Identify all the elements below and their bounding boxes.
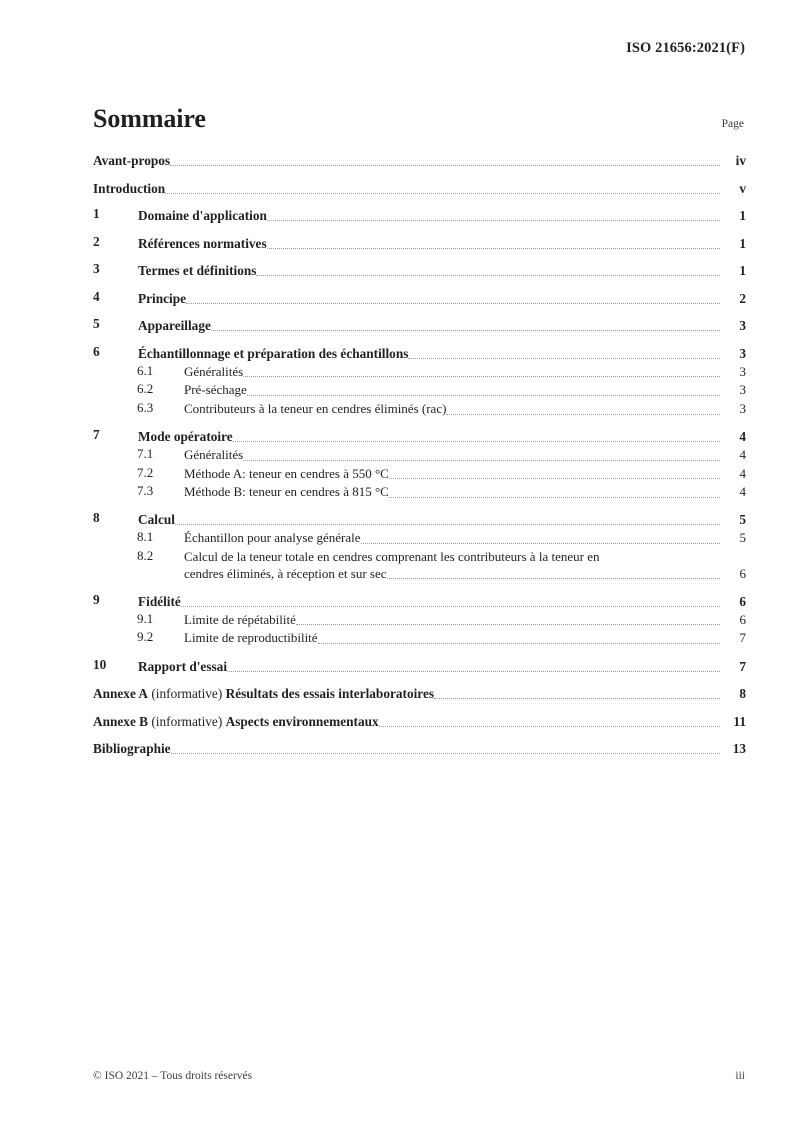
toc-entry-page: v <box>739 180 746 196</box>
toc-entry-number: 8 <box>93 510 100 526</box>
toc-entry-number: 6 <box>93 343 100 359</box>
toc-entry-page: 4 <box>739 484 746 500</box>
toc-row-clause-2[interactable] <box>93 235 746 252</box>
toc-entry-number: 6.2 <box>137 381 154 397</box>
toc-entry-page: 2 <box>739 290 746 306</box>
toc-row-subclause-6-1[interactable] <box>93 364 746 381</box>
toc-row-clause-10[interactable] <box>93 658 746 675</box>
toc-entry-page: 8 <box>739 686 746 702</box>
toc-row-annexe-b[interactable] <box>93 713 746 730</box>
toc-row-body <box>184 630 746 647</box>
toc-row-subclause-7-2[interactable] <box>93 466 746 483</box>
toc-row-body <box>184 447 746 464</box>
toc-entry-page: 13 <box>732 741 746 757</box>
toc-entry-label: Références normatives <box>138 235 267 251</box>
toc-row-body <box>184 401 746 418</box>
toc-row-avant-propos[interactable] <box>93 152 746 169</box>
toc-entry-number: 9.1 <box>137 610 154 626</box>
toc-entry-label <box>93 713 379 730</box>
dot-leader <box>379 714 720 730</box>
toc-entry-page: 3 <box>739 400 746 416</box>
table-of-contents <box>93 152 746 757</box>
toc-entry-label: Généralités <box>184 447 244 463</box>
toc-row-clause-1[interactable] <box>93 207 746 224</box>
toc-entry-page: 7 <box>739 630 746 646</box>
toc-row-subclause-7-1[interactable] <box>93 447 746 464</box>
toc-row-subclause-7-3[interactable] <box>93 484 746 501</box>
toc-entry-number: 4 <box>93 288 100 304</box>
toc-row-body <box>138 207 746 224</box>
toc-row-body <box>184 364 746 381</box>
toc-entry-number: 9.2 <box>137 629 154 645</box>
toc-entry-page: 5 <box>739 530 746 546</box>
toc-entry-number: 7 <box>93 427 100 442</box>
toc-entry-page: 4 <box>739 465 746 481</box>
toc-row-body <box>93 152 746 169</box>
toc-entry-label: Domaine d'application <box>138 208 267 224</box>
dot-leader <box>227 659 720 675</box>
dot-leader <box>243 364 720 380</box>
toc-row-body <box>184 484 746 501</box>
toc-row-body <box>138 345 746 362</box>
dot-leader <box>256 263 720 279</box>
toc-entry-number: 3 <box>93 261 100 277</box>
toc-row-clause-3[interactable] <box>93 262 746 279</box>
toc-entry-label-line2-row <box>184 566 746 583</box>
toc-entry-number: 8.1 <box>137 529 154 545</box>
toc-entry-label: Fidélité <box>138 593 181 609</box>
toc-entry-label: Limite de reproductibilité <box>184 630 318 646</box>
toc-entry-page: iv <box>735 153 746 168</box>
toc-row-body <box>93 713 746 730</box>
toc-row-subclause-8-1[interactable] <box>93 530 746 547</box>
toc-entry-number: 10 <box>93 656 107 672</box>
annexe-qualifier: (informative) <box>148 713 226 729</box>
toc-entry-number: 8.2 <box>137 548 154 564</box>
dot-leader <box>186 291 720 307</box>
toc-row-body <box>93 685 746 702</box>
toc-entry-page: 3 <box>739 345 746 361</box>
annexe-title: Aspects environnementaux <box>225 713 379 729</box>
toc-entry-number: 2 <box>93 233 100 249</box>
dot-leader <box>233 429 720 445</box>
dot-leader <box>211 318 720 334</box>
toc-entry-label: Calcul <box>138 512 175 528</box>
toc-row-clause-8[interactable] <box>93 511 746 528</box>
toc-entry-label: Termes et définitions <box>138 263 257 279</box>
toc-row-introduction[interactable] <box>93 180 746 197</box>
toc-row-body <box>138 290 746 307</box>
dot-leader <box>361 531 720 547</box>
toc-row-body <box>138 428 746 445</box>
toc-entry-page: 6 <box>739 565 746 581</box>
toc-row-body <box>184 382 746 399</box>
toc-entry-number: 7.1 <box>137 446 154 462</box>
toc-row-body <box>138 317 746 334</box>
toc-entry-label: Rapport d'essai <box>138 658 228 674</box>
toc-row-subclause-9-2[interactable] <box>93 630 746 647</box>
page-folio: iii <box>735 1070 745 1082</box>
annexe-qualifier: (informative) <box>148 686 226 702</box>
toc-entry-label: Introduction <box>93 180 166 196</box>
toc-row-clause-9[interactable] <box>93 593 746 610</box>
toc-entry-page: 3 <box>739 318 746 334</box>
toc-row-subclause-6-2[interactable] <box>93 382 746 399</box>
toc-entry-label: Généralités <box>184 363 244 379</box>
toc-row-body <box>138 593 746 610</box>
toc-entry-label-line2: cendres éliminés, à réception et sur sec <box>184 565 387 581</box>
toc-entry-page: 6 <box>739 593 746 609</box>
toc-entry-number: 9 <box>93 591 100 607</box>
toc-row-body <box>93 180 746 197</box>
toc-row-body <box>138 235 746 252</box>
toc-title-row <box>93 106 745 132</box>
dot-leader <box>318 631 720 647</box>
dot-leader <box>408 346 720 362</box>
dot-leader <box>267 236 720 252</box>
toc-entry-number: 7.2 <box>137 464 154 480</box>
toc-row-body <box>184 549 746 582</box>
dot-leader <box>171 741 720 757</box>
toc-entry-page: 1 <box>739 263 746 279</box>
annexe-prefix: Annexe B <box>93 713 149 729</box>
toc-entry-page: 1 <box>739 235 746 251</box>
toc-row-body <box>138 511 746 528</box>
toc-entry-label: Appareillage <box>138 318 211 334</box>
dot-leader <box>175 512 720 528</box>
toc-entry-page: 3 <box>739 363 746 379</box>
toc-entry-label: Pré-séchage <box>184 382 247 398</box>
toc-entry-label-line1: Calcul de la teneur totale en cendres comprenant les contributeurs à la teneur en <box>184 549 600 565</box>
toc-row-clause-6[interactable] <box>93 345 746 362</box>
document-header-reference: ISO 21656:2021(F) <box>626 40 745 56</box>
toc-row-body <box>93 740 746 757</box>
page-title: Sommaire <box>93 104 206 133</box>
dot-leader <box>170 153 720 169</box>
toc-row-annexe-a[interactable] <box>93 685 746 702</box>
toc-row-body <box>184 530 746 547</box>
dot-leader <box>389 466 720 482</box>
dot-leader <box>267 208 720 224</box>
toc-row-body <box>138 262 746 279</box>
dot-leader <box>446 402 720 418</box>
toc-row-subclause-6-3[interactable] <box>93 401 746 418</box>
dot-leader <box>165 181 720 197</box>
toc-entry-number: 5 <box>93 316 100 332</box>
toc-entry-label: Échantillon pour analyse générale <box>184 530 361 546</box>
annexe-prefix: Annexe A <box>93 686 149 702</box>
page-column-header: Page <box>721 118 744 130</box>
toc-entry-label: Mode opératoire <box>138 429 233 444</box>
toc-row-body <box>184 466 746 483</box>
toc-entry-number: 6.3 <box>137 399 154 415</box>
toc-entry-number: 7.3 <box>137 483 154 499</box>
toc-entry-label <box>93 685 434 702</box>
toc-entry-label: Contributeurs à la teneur en cendres éliminés (rac) <box>184 400 447 416</box>
page-footer <box>93 1070 745 1082</box>
toc-entry-page: 3 <box>739 382 746 398</box>
dot-leader <box>181 594 720 610</box>
toc-row-subclause-8-2[interactable] <box>93 549 746 582</box>
toc-entry-page: 7 <box>739 658 746 674</box>
toc-row-body <box>184 612 746 629</box>
toc-row-clause-4[interactable] <box>93 290 746 307</box>
toc-row-body <box>138 658 746 675</box>
toc-row-subclause-9-1[interactable] <box>93 612 746 629</box>
toc-entry-label: Bibliographie <box>93 741 171 757</box>
toc-entry-label: Avant-propos <box>93 153 171 168</box>
toc-entry-label: Limite de répétabilité <box>184 611 296 627</box>
dot-leader <box>296 612 720 628</box>
toc-entry-page: 1 <box>739 208 746 224</box>
dot-leader <box>247 383 720 399</box>
dot-leader <box>434 686 720 702</box>
annexe-title: Résultats des essais interlaboratoires <box>225 686 435 702</box>
toc-entry-page: 5 <box>739 512 746 528</box>
toc-entry-page: 4 <box>739 447 746 463</box>
toc-entry-page: 6 <box>739 611 746 627</box>
toc-entry-label: Méthode B: teneur en cendres à 815 °C <box>184 484 389 500</box>
toc-entry-label: Principe <box>138 290 187 306</box>
dot-leader <box>389 485 720 501</box>
dot-leader <box>243 448 720 464</box>
toc-row-clause-7[interactable] <box>93 428 746 445</box>
toc-entry-label: Méthode A: teneur en cendres à 550 °C <box>184 465 389 481</box>
dot-leader <box>387 569 721 582</box>
toc-entry-label: Échantillonnage et préparation des échantillons <box>138 345 409 361</box>
toc-row-clause-5[interactable] <box>93 317 746 334</box>
toc-entry-number: 6.1 <box>137 362 154 378</box>
toc-entry-number: 1 <box>93 206 100 222</box>
toc-entry-page: 11 <box>733 713 746 729</box>
copyright-notice: © ISO 2021 – Tous droits réservés <box>93 1070 253 1082</box>
toc-entry-page: 4 <box>739 429 746 444</box>
toc-row-bibliographie[interactable] <box>93 740 746 757</box>
